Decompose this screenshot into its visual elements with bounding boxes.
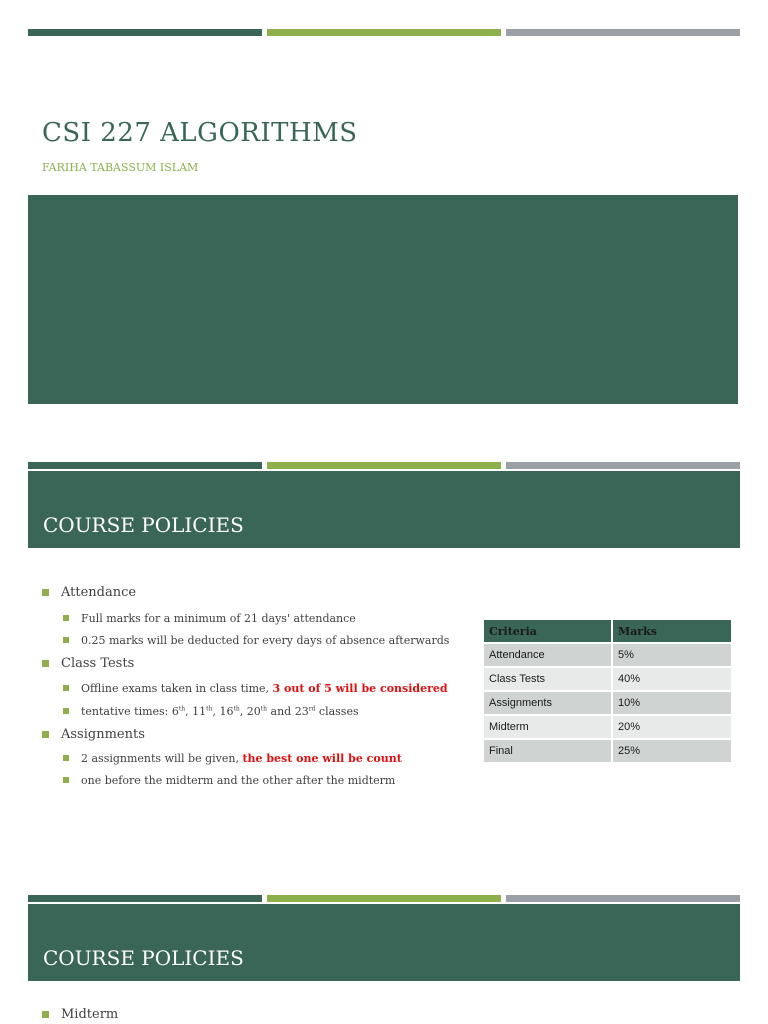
table-row bbox=[484, 667, 731, 691]
highlighted-text: 3 out of 5 will be considered bbox=[272, 682, 448, 695]
accent-bar-light bbox=[267, 895, 501, 902]
title-image-block bbox=[28, 195, 738, 404]
table-cell: 5% bbox=[618, 649, 634, 661]
bullet-square-icon bbox=[63, 615, 69, 621]
slide-title: CSI 227 ALGORITHMS bbox=[42, 118, 358, 148]
bullet-square-icon bbox=[42, 660, 49, 667]
bullet-square-icon bbox=[63, 755, 69, 761]
bullet-square-icon bbox=[42, 731, 49, 738]
bullet-square-icon bbox=[63, 637, 69, 643]
table-cell: 40% bbox=[618, 673, 641, 685]
slide3-accent-bars bbox=[28, 895, 740, 903]
bullet-square-icon bbox=[63, 708, 69, 714]
slide3-header-band bbox=[28, 904, 740, 981]
table-cell: 25% bbox=[618, 745, 641, 757]
table-cell: Attendance bbox=[484, 643, 612, 667]
bullet-square-icon bbox=[42, 1011, 49, 1018]
bullet-square-icon bbox=[63, 685, 69, 691]
accent-bar-gray bbox=[506, 29, 740, 36]
accent-bar-light bbox=[267, 29, 501, 36]
bullet-square-icon bbox=[42, 589, 49, 596]
table-cell: Final bbox=[484, 739, 612, 763]
table-cell: 20% bbox=[618, 721, 641, 733]
accent-bar-dark bbox=[28, 462, 262, 469]
table-row bbox=[484, 739, 731, 763]
table-cell: Assignments bbox=[484, 691, 612, 715]
slide1-accent-bars bbox=[28, 29, 740, 37]
slide2-header-band bbox=[28, 471, 740, 548]
table-cell: Midterm bbox=[484, 715, 612, 739]
marks-distribution-table bbox=[484, 620, 731, 764]
accent-bar-gray bbox=[506, 462, 740, 469]
table-row bbox=[484, 715, 731, 739]
table-header-criteria: Criteria bbox=[484, 620, 612, 643]
table-cell: 10% bbox=[618, 697, 641, 709]
table-cell: Class Tests bbox=[484, 667, 612, 691]
slide2-accent-bars bbox=[28, 462, 740, 470]
slide-subtitle: FARIHA TABASSUM ISLAM bbox=[42, 161, 199, 174]
table-header-marks: Marks bbox=[618, 624, 657, 638]
accent-bar-dark bbox=[28, 895, 262, 902]
slide2-header-title: COURSE POLICIES bbox=[43, 513, 244, 537]
table-row bbox=[484, 691, 731, 715]
highlighted-text: the best one will be count bbox=[242, 752, 402, 765]
accent-bar-gray bbox=[506, 895, 740, 902]
accent-bar-light bbox=[267, 462, 501, 469]
accent-bar-dark bbox=[28, 29, 262, 36]
table-row bbox=[484, 643, 731, 667]
slide3-header-title: COURSE POLICIES bbox=[43, 946, 244, 970]
table-header-row bbox=[484, 620, 731, 643]
bullet-square-icon bbox=[63, 777, 69, 783]
